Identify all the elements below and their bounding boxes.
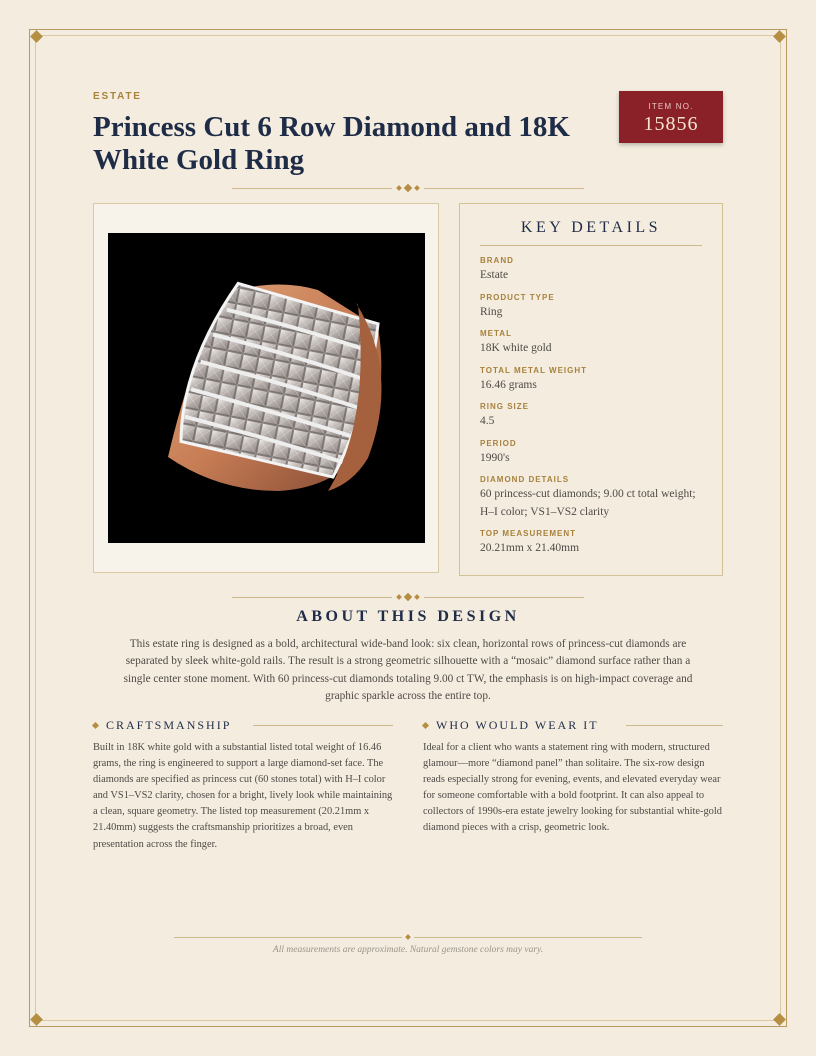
- detail-period: [480, 439, 704, 467]
- key-details-panel: [459, 203, 723, 576]
- craftsmanship-heading: CRAFTSMANSHIP: [106, 718, 232, 732]
- detail-value: 20.21mm x 21.40mm: [480, 542, 580, 554]
- about-divider: [232, 593, 584, 602]
- detail-value: 16.46 grams: [480, 379, 537, 391]
- detail-label: RING SIZE: [480, 402, 530, 411]
- detail-label: TOP MEASUREMENT: [480, 529, 577, 538]
- detail-brand: [480, 256, 704, 284]
- detail-value: 60 princess-cut diamonds; 9.00 ct total weight; H–I color; VS1–VS2 clarity: [480, 488, 696, 518]
- footer-divider: [174, 933, 642, 942]
- bullet-diamond-icon: [92, 722, 99, 729]
- key-details-rule: [480, 245, 702, 246]
- product-photo: [108, 233, 425, 543]
- bullet-diamond-icon: [422, 722, 429, 729]
- detail-value: Estate: [480, 269, 509, 281]
- ring-illustration: [108, 233, 425, 543]
- page-title: Princess Cut 6 Row Diamond and 18K White Gold Ring: [93, 111, 570, 176]
- detail-value: Ring: [480, 306, 503, 318]
- detail-label: PERIOD: [480, 439, 517, 448]
- wearer-paragraph: Ideal for a client who wants a statement ring with modern, structured glamour—more “diamond panel” than solitaire. The six-row design reads especially strong for evening, events, and elevated everyday wear for someone comfortable with a bold footprint. It can also appeal to collectors of 1990s-era estate jewelry looking for substantial white-gold diamond pieces with a crisp, geometric look.: [423, 742, 722, 834]
- title-divider: [232, 184, 584, 193]
- detail-top-measurement: [480, 529, 704, 557]
- detail-value: 18K white gold: [480, 342, 552, 354]
- item-number-badge: [619, 91, 723, 143]
- detail-label: PRODUCT TYPE: [480, 293, 555, 302]
- product-photo-card: [93, 203, 439, 573]
- about-heading: ABOUT THIS DESIGN: [296, 608, 520, 625]
- detail-label: DIAMOND DETAILS: [480, 475, 570, 484]
- detail-product-type: [480, 293, 704, 321]
- detail-value: 1990's: [480, 452, 510, 464]
- detail-metal: [480, 329, 704, 357]
- detail-label: METAL: [480, 329, 512, 338]
- footer-disclaimer: All measurements are approximate. Natural gemstone colors may vary.: [272, 945, 544, 955]
- detail-value: 4.5: [480, 415, 495, 427]
- wearer-heading: WHO WOULD WEAR IT: [436, 718, 599, 732]
- detail-total-metal-weight: [480, 366, 704, 394]
- detail-diamond-details: [480, 475, 704, 521]
- about-paragraph: This estate ring is designed as a bold, architectural wide-band look: six clean, horizontal rows of princess-cut diamonds are separated by sleek white-gold rails. The result is a strong geometric silhouette with a “mosaic” diamond surface rather than a single center stone moment. With 60 princess-cut diamonds totaling 9.00 ct TW, the emphasis is on high-impact coverage and graphic sparkle across the entire top.: [123, 638, 693, 702]
- craftsmanship-paragraph: Built in 18K white gold with a substantial listed total weight of 16.46 grams, the ring is engineered to support a large diamond-set face. The diamonds are specified as princess cut (60 stones total) with H–I color and VS1–VS2 clarity, chosen for a bright, lively look while maintaining a clean, square geometry. The listed top measurement (20.21mm x 21.40mm) suggests the craftsmanship prioritizes a broad, even presentation across the finger.: [93, 742, 393, 850]
- wearer-header: [423, 718, 723, 732]
- item-number-label: ITEM NO.: [648, 102, 694, 111]
- detail-ring-size: [480, 402, 704, 430]
- category-eyebrow: ESTATE: [93, 91, 142, 102]
- key-details-heading: KEY DETAILS: [520, 219, 662, 236]
- craftsmanship-header: [93, 718, 393, 732]
- detail-label: TOTAL METAL WEIGHT: [480, 366, 588, 375]
- item-number-value: 15856: [643, 113, 699, 135]
- detail-label: BRAND: [480, 256, 514, 265]
